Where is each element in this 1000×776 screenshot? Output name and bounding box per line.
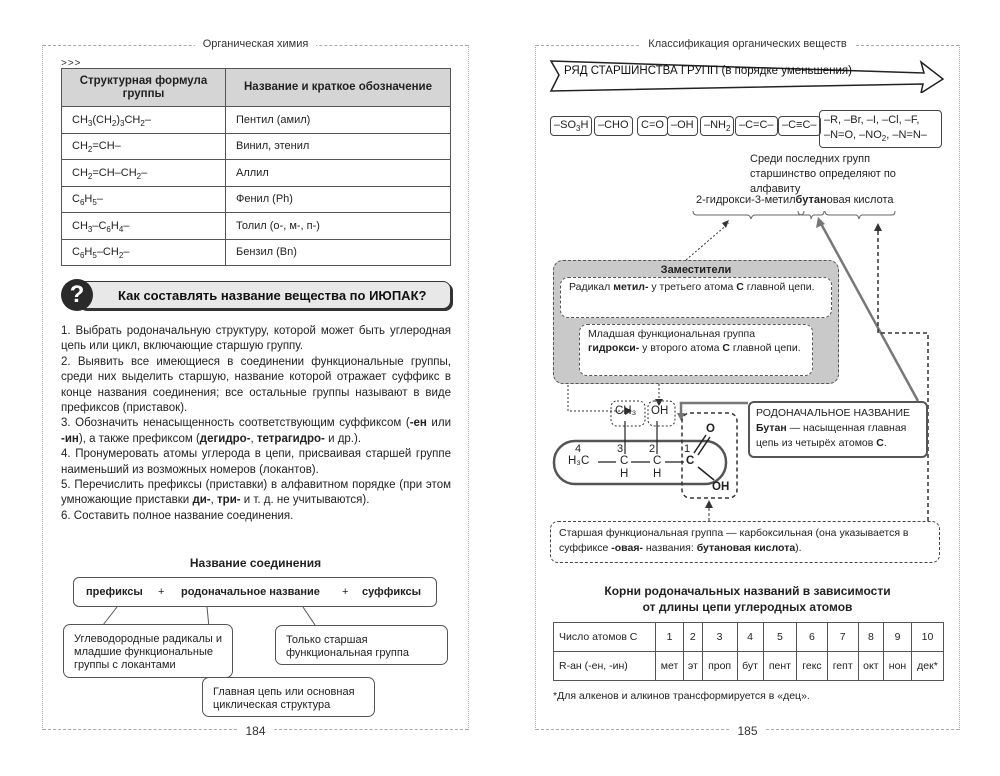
count-cell: 6 — [797, 623, 827, 652]
step-item: 3. Обозначить ненасыщенность соответствующим суффиксом (-ен или -ин), а также префиксом (дегидро-, тетрагидро- и др.). — [61, 417, 451, 445]
running-header: Органическая химия — [43, 38, 468, 50]
right-page — [535, 38, 960, 738]
suffixes-note: Только старшая функциональная группа — [275, 625, 448, 665]
step-item: 5. Перечислить префиксы (приставки) в алфавитном порядке (при этом умножающие приставки ди-, три- и т. д. не учитываются). — [61, 479, 451, 507]
root-cell: пент — [763, 652, 797, 681]
example-acid-name: 2-гидрокси-3-метилбутановая кислота — [696, 194, 894, 206]
count-cell: 10 — [911, 623, 943, 652]
formula-cell: $C_6H_5-CH_2-$ — [62, 239, 226, 266]
alphabet-note: Среди последних групп старшинство определяют по алфавиту — [750, 153, 896, 195]
carbon-2: C — [653, 455, 662, 467]
group-alkene: –C=C– — [735, 116, 778, 136]
running-header: Классификация органических веществ — [536, 38, 959, 50]
count-cell: 5 — [763, 623, 797, 652]
step-item: 6. Составить полное название соединения. — [61, 509, 294, 522]
roots-table — [553, 622, 944, 681]
page-number: 185 — [536, 724, 959, 738]
roots-footnote: *Для алкенов и алкинов трансформируется в «дец». — [553, 690, 810, 702]
group-halogens-nitro: –R, –Br, –I, –Cl, –F, –N=O, $-NO_2$, –N=N– — [819, 110, 942, 148]
methyl-label: CH₃ — [615, 405, 637, 417]
hydroxy-label: OH — [651, 405, 669, 417]
formula-cell: $C_6H_5-$ — [62, 186, 226, 213]
question-mark-icon: ? — [61, 279, 93, 311]
group-amino: $-NH_2$ — [700, 116, 734, 136]
substituents-box — [553, 260, 839, 384]
continuation-mark: >>> — [61, 58, 82, 69]
hydrogen-2: H — [653, 468, 662, 480]
group-sulfo: $-SO_3H$ — [550, 116, 592, 136]
parent-name-box — [748, 401, 928, 458]
root-cell: эт — [684, 652, 703, 681]
column-header-name: Название и краткое обозначение — [226, 69, 451, 107]
root-cell: мет — [656, 652, 684, 681]
formula-parent: родоначальное название — [181, 586, 320, 598]
formula-cell: $CH_3(CH_2)_3CH_2-$ — [62, 107, 226, 134]
row-label-roots: R-ан (-ен, -ин) — [554, 652, 656, 681]
name-cell: Пентил (амил) — [226, 107, 451, 134]
group-aldehyde: –CHO — [594, 116, 633, 136]
left-page — [42, 38, 469, 738]
formula-cell: $CH_3-C_6H_4-$ — [62, 213, 226, 240]
table-row-roots — [554, 652, 944, 681]
parent-name-title: РОДОНАЧАЛЬНОЕ НАЗВАНИЕ — [756, 407, 911, 419]
carboxyl-oh: OH — [712, 481, 730, 493]
table-row-counts — [554, 623, 944, 652]
name-cell: Фенил (Ph) — [226, 186, 451, 213]
h3c-label: H₃C — [568, 455, 590, 467]
column-header-formula: Структурная формула группы — [62, 69, 226, 107]
carbon-1: C — [686, 455, 695, 467]
substituents-title: Заместители — [660, 264, 732, 276]
root-cell: проп — [702, 652, 737, 681]
formula-plus-2: + — [342, 586, 349, 598]
root-cell: бут — [737, 652, 763, 681]
name-cell: Винил, этенил — [226, 133, 451, 160]
group-carbonyl: C=O — [637, 116, 668, 136]
name-cell: Бензил (Bn) — [226, 239, 451, 266]
root-cell: гекс — [797, 652, 827, 681]
prefixes-note: Углеводородные радикалы и младшие функциональные группы с локантами — [63, 624, 233, 678]
name-scheme-title: Название соединения — [189, 556, 322, 570]
question-title: Как составлять название вещества по ИЮПАК? — [118, 288, 427, 303]
locant-3: 3 — [617, 443, 624, 455]
count-cell: 9 — [884, 623, 912, 652]
senior-group-note: Старшая функциональная группа — карбоксильная (она указывается в суффиксе -овая- названия: бутановая кислота). — [550, 521, 940, 563]
roots-title: Корни родоначальных названий в зависимости от длины цепи углеродных атомов — [604, 584, 891, 614]
carbonyl-oxygen: O — [706, 423, 715, 435]
locant-1: 1 — [684, 443, 691, 455]
root-cell: гепт — [827, 652, 858, 681]
formula-suffixes: суффиксы — [362, 586, 421, 598]
carbon-3: C — [620, 455, 629, 467]
parent-note: Главная цепь или основная циклическая структура — [202, 677, 375, 717]
step-item: 2. Выявить все имеющиеся в соединении функциональные группы, среди них выделить старшую, название которой отражает суффикс в конце названия соединения; все остальные группы называют в виде префиксов (приставок). — [61, 355, 451, 415]
seniority-label: РЯД СТАРШИНСТВА ГРУПП (в порядке уменьшения) — [564, 65, 852, 77]
locant-4: 4 — [575, 443, 582, 455]
formula-cell: $CH_2=CH-CH_2-$ — [62, 160, 226, 187]
formula-plus-1: + — [158, 586, 165, 598]
count-cell: 8 — [858, 623, 883, 652]
locant-2: 2 — [649, 443, 656, 455]
row-label-counts: Число атомов C — [554, 623, 656, 652]
count-cell: 3 — [702, 623, 737, 652]
methyl-note: Радикал метил- у третьего атома С главной цепи. — [560, 277, 832, 318]
formula-cell: $CH_2=CH-$ — [62, 133, 226, 160]
count-cell: 4 — [737, 623, 763, 652]
count-cell: 2 — [684, 623, 703, 652]
parent-name-text: Бутан — насыщенная главная цепь из четырёх атомов С. — [756, 422, 907, 449]
group-alkyne: –C≡C– — [778, 116, 821, 136]
name-cell: Аллил — [226, 160, 451, 187]
count-cell: 7 — [827, 623, 858, 652]
count-cell: 1 — [656, 623, 684, 652]
root-cell: нон — [884, 652, 912, 681]
group-hydroxy: –OH — [667, 116, 698, 136]
root-cell: окт — [858, 652, 883, 681]
root-cell: дек* — [911, 652, 943, 681]
step-item: 4. Пронумеровать атомы углерода в цепи, присваивая старшей группе наименьший из возможных номеров (локантов). — [61, 448, 451, 476]
step-item: 1. Выбрать родоначальную структуру, которой может быть углеродная цепь или цикл, включающие старшую группу. — [61, 325, 451, 353]
hydroxy-note: Младшая функциональная группа гидрокси- у второго атома С главной цепи. — [579, 324, 813, 376]
formula-prefixes: префиксы — [86, 586, 143, 598]
page-number: 184 — [43, 724, 468, 738]
name-cell: Толил (о-, м-, п-) — [226, 213, 451, 240]
hydrogen-3: H — [620, 468, 629, 480]
